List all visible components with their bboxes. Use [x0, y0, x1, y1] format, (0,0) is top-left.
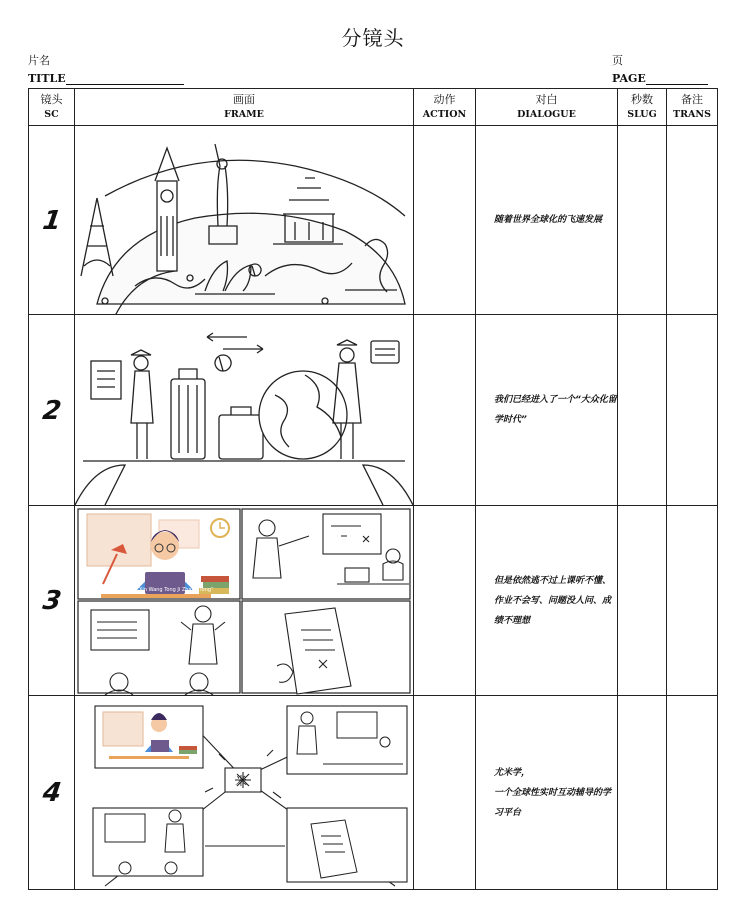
action-cell[interactable] [414, 315, 476, 506]
storyboard-row [29, 315, 718, 506]
title-field[interactable] [28, 72, 184, 85]
dialogue-cell[interactable] [476, 315, 618, 506]
frame-cell [75, 126, 414, 315]
header-frame: 画面 FRAME [75, 89, 414, 126]
dialogue-line: 尤米学， [494, 767, 531, 778]
dialogue-cell[interactable] [476, 506, 618, 696]
dialogue-line: 随着世界全球化的飞速发展 [494, 215, 603, 225]
storyboard-row [29, 506, 718, 696]
trans-cell[interactable] [667, 506, 718, 696]
frame-cell [75, 315, 414, 506]
dialogue-cell[interactable] [476, 696, 618, 890]
header-action: 动作 ACTION [414, 89, 476, 126]
action-cell[interactable] [414, 126, 476, 315]
dialogue-cell[interactable] [476, 126, 618, 315]
dialogue-line: 作业不会写、问题没人问、成绩不理想 [494, 595, 612, 626]
scene-number: 3 [15, 506, 88, 696]
trans-cell[interactable] [667, 126, 718, 315]
header-row [29, 89, 718, 126]
frame-cell [75, 696, 414, 890]
logo-glyph: 米 [235, 774, 248, 788]
platform-network-illustration [75, 696, 413, 889]
study-abroad-illustration [75, 315, 413, 505]
action-cell[interactable] [414, 696, 476, 890]
scene-number: 1 [15, 126, 88, 315]
dialogue-line: 一个全球性实时互动辅导的学习平台 [494, 787, 612, 818]
video-caption: “Gao Xin Wang Tong Ji Zhang Tong” [125, 587, 214, 593]
document-title: 分镜头 [341, 26, 405, 50]
dialogue-line: 我们已经进入了一个“大众化留学时代” [494, 395, 617, 425]
title-label-cn: 片名 [28, 54, 50, 67]
scene-number: 4 [15, 696, 88, 890]
header-trans: 备注 TRANS [667, 89, 718, 126]
header-slug: 秒数 SLUG [618, 89, 667, 126]
page-label-en: PAGE [612, 72, 646, 85]
dialogue-line: 但是依然逃不过上课听不懂、 [494, 575, 612, 586]
world-landmarks-illustration [75, 126, 413, 314]
trans-cell[interactable] [667, 696, 718, 890]
title-label-en: TITLE [28, 72, 66, 85]
scene-number: 2 [15, 315, 88, 506]
storyboard-row [29, 126, 718, 315]
header-sc: 镜头 SC [29, 89, 75, 126]
frame-cell [75, 506, 414, 696]
header-dialogue: 对白 DIALOGUE [476, 89, 618, 126]
slug-cell[interactable] [618, 126, 667, 315]
page-field[interactable] [612, 72, 708, 85]
storyboard-table [28, 88, 718, 890]
trans-cell[interactable] [667, 315, 718, 506]
slug-cell[interactable] [618, 315, 667, 506]
learning-problems-illustration [75, 506, 413, 695]
page-label-cn: 页 [612, 54, 623, 67]
slug-cell[interactable] [618, 506, 667, 696]
storyboard-row [29, 696, 718, 890]
action-cell[interactable] [414, 506, 476, 696]
slug-cell[interactable] [618, 696, 667, 890]
